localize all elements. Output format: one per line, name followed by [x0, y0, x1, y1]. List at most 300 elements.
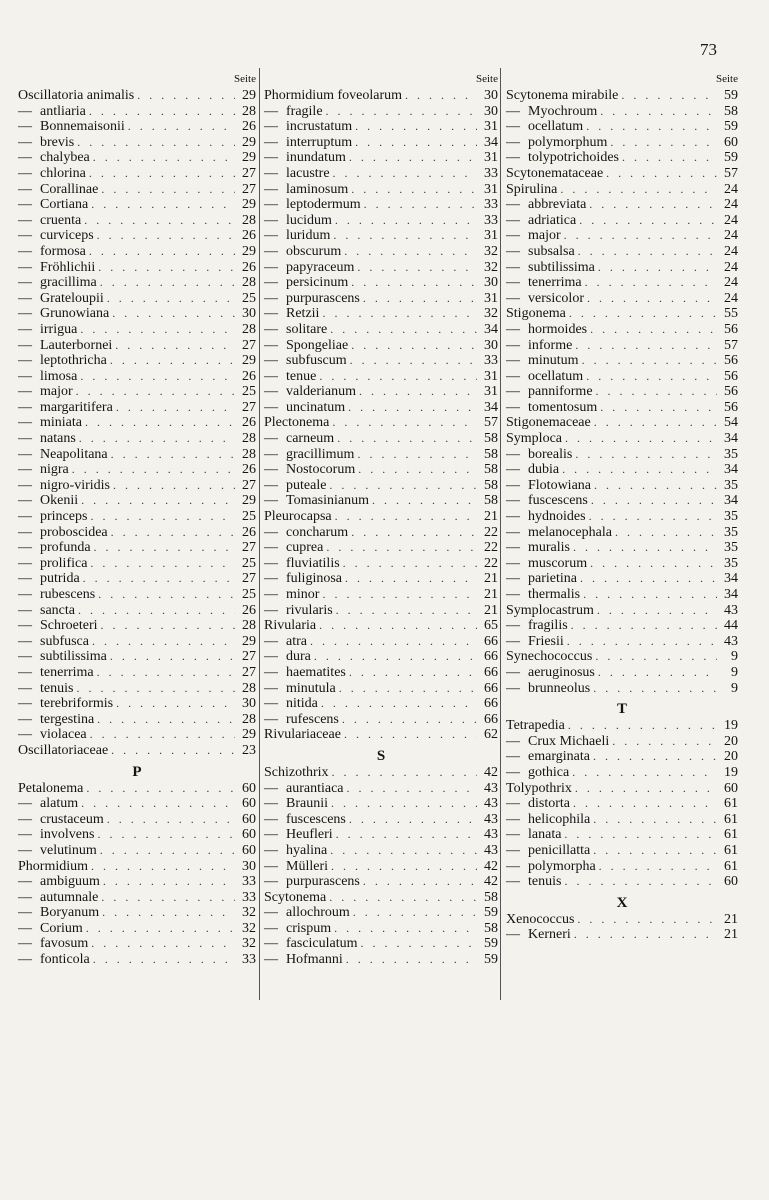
index-entry — [264, 952, 498, 968]
dot-leader — [621, 88, 717, 104]
entry-name: Retzii — [286, 306, 320, 322]
subentry-dash: — — [506, 827, 520, 843]
dot-leader — [567, 634, 717, 650]
index-entry — [18, 556, 256, 572]
entry-page-number: 42 — [484, 874, 498, 890]
subentry-dash: — — [264, 602, 278, 618]
entry-name: formosa — [40, 243, 86, 259]
entry-page-number: 62 — [484, 727, 498, 743]
entry-page-number: 56 — [724, 353, 738, 369]
entry-name: profunda — [40, 540, 91, 556]
dot-leader — [345, 571, 477, 587]
dot-leader — [336, 827, 477, 843]
entry-page-number: 66 — [484, 664, 498, 680]
entry-name: hormoides — [528, 321, 588, 337]
entry-page-number: 27 — [242, 399, 256, 415]
subentry-dash: — — [18, 696, 32, 712]
entry-page-number: 30 — [484, 88, 498, 103]
index-entry — [18, 712, 256, 728]
index-entry — [506, 540, 738, 556]
subentry-dash: — — [18, 493, 32, 509]
dot-leader — [564, 228, 717, 244]
dot-leader — [112, 306, 235, 322]
dot-leader — [615, 525, 717, 541]
dot-leader — [593, 843, 717, 859]
subentry-dash: — — [264, 649, 278, 665]
dot-leader — [585, 275, 717, 291]
entry-page-number: 61 — [724, 811, 738, 827]
entry-name: chalybea — [40, 150, 90, 166]
subentry-dash: — — [18, 571, 32, 587]
index-entry — [18, 431, 256, 447]
index-entry — [506, 431, 738, 447]
entry-name: persicinum — [286, 275, 349, 291]
entry-name: Flotowiana — [528, 477, 591, 493]
subentry-dash: — — [506, 764, 520, 780]
index-entry — [264, 665, 498, 681]
index-entry — [506, 462, 738, 478]
index-entry — [264, 796, 498, 812]
index-entry — [264, 462, 498, 478]
index-entry — [264, 150, 498, 166]
entry-page-number: 20 — [724, 733, 738, 749]
entry-page-number: 54 — [724, 415, 738, 431]
dot-leader — [332, 765, 477, 781]
subentry-dash: — — [506, 733, 520, 749]
subentry-dash: — — [18, 952, 32, 968]
dot-leader — [565, 431, 717, 447]
entry-name: terebriformis — [40, 696, 114, 712]
entry-page-number: 66 — [484, 680, 498, 696]
dot-leader — [350, 353, 477, 369]
dot-leader — [326, 104, 477, 120]
seite-column-header: Seite — [476, 73, 498, 85]
dot-leader — [575, 338, 717, 354]
entry-name: concharum — [286, 524, 349, 540]
dot-leader — [111, 525, 235, 541]
subentry-dash: — — [18, 446, 32, 462]
subentry-dash: — — [264, 243, 278, 259]
entry-page-number: 29 — [242, 134, 256, 150]
entry-name: ocellatum — [528, 119, 584, 135]
entry-name: gracillima — [40, 275, 97, 291]
dot-leader — [351, 338, 477, 354]
subentry-dash: — — [18, 368, 32, 384]
entry-name: gracillimum — [286, 446, 355, 462]
entry-name: Cortiana — [40, 197, 89, 213]
entry-page-number: 56 — [724, 384, 738, 400]
index-entry — [18, 921, 256, 937]
dot-leader — [358, 462, 477, 478]
index-entry — [18, 781, 256, 797]
entry-page-number: 35 — [724, 446, 738, 462]
dot-leader — [331, 859, 477, 875]
entry-page-number: 29 — [242, 353, 256, 369]
subentry-dash: — — [18, 711, 32, 727]
entry-name: tomentosum — [528, 399, 598, 415]
dot-leader — [622, 150, 717, 166]
entry-page-number: 65 — [484, 618, 498, 634]
index-entry — [264, 104, 498, 120]
section-letter-heading: S — [376, 747, 386, 764]
dot-leader — [334, 921, 477, 937]
index-entry — [506, 681, 738, 697]
dot-leader — [72, 462, 235, 478]
subentry-dash: — — [18, 103, 32, 119]
entry-name: nitida — [286, 696, 318, 712]
dot-leader — [329, 890, 477, 906]
subentry-dash: — — [506, 119, 520, 135]
index-entry — [18, 119, 256, 135]
entry-page-number: 35 — [724, 477, 738, 493]
subentry-dash: — — [264, 103, 278, 119]
index-entry — [264, 166, 498, 182]
index-entry — [506, 260, 738, 276]
index-entry — [18, 228, 256, 244]
entry-page-number: 57 — [484, 415, 498, 431]
subentry-dash: — — [264, 920, 278, 936]
index-entry — [264, 540, 498, 556]
dot-leader — [76, 681, 235, 697]
subentry-dash: — — [506, 555, 520, 571]
entry-name: sancta — [40, 602, 75, 618]
index-entry — [18, 603, 256, 619]
entry-name: fragilis — [528, 618, 568, 634]
dot-leader — [101, 182, 235, 198]
entry-page-number: 29 — [242, 150, 256, 166]
entry-name: ocellatum — [528, 368, 584, 384]
entry-page-number: 27 — [242, 664, 256, 680]
dot-leader — [573, 540, 717, 556]
entry-page-number: 29 — [242, 727, 256, 743]
subentry-dash: — — [264, 796, 278, 812]
entry-page-number: 24 — [724, 181, 738, 197]
entry-name: cruenta — [40, 212, 82, 228]
dot-leader — [116, 400, 235, 416]
subentry-dash: — — [264, 858, 278, 874]
entry-page-number: 30 — [484, 337, 498, 353]
dot-leader — [91, 859, 235, 875]
subentry-dash: — — [18, 337, 32, 353]
entry-page-number: 25 — [242, 555, 256, 571]
entry-page-number: 24 — [724, 197, 738, 213]
subentry-dash: — — [264, 664, 278, 680]
index-entry — [506, 415, 738, 431]
index-entry — [506, 749, 738, 765]
index-entry — [264, 197, 498, 213]
entry-page-number: 57 — [724, 337, 738, 353]
subentry-dash: — — [18, 555, 32, 571]
entry-name: crispum — [286, 920, 332, 936]
dot-leader — [322, 306, 477, 322]
index-entry — [506, 150, 738, 166]
index-entry — [264, 88, 498, 104]
subentry-dash: — — [506, 509, 520, 525]
dot-leader — [110, 353, 235, 369]
dot-leader — [355, 135, 477, 151]
subentry-dash: — — [506, 858, 520, 874]
dot-leader — [110, 649, 235, 665]
index-entry — [264, 587, 498, 603]
dot-leader — [333, 228, 477, 244]
entry-name: incrustatum — [286, 119, 353, 135]
dot-leader — [101, 890, 235, 906]
dot-leader — [351, 182, 477, 198]
entry-name: abbreviata — [528, 197, 587, 213]
entry-name: putrida — [40, 571, 80, 587]
index-entry — [506, 812, 738, 828]
dot-leader — [344, 244, 477, 260]
subentry-dash: — — [18, 602, 32, 618]
dot-leader — [81, 796, 235, 812]
entry-page-number: 9 — [731, 680, 738, 696]
entry-page-number: 22 — [484, 540, 498, 556]
dot-leader — [92, 634, 235, 650]
index-entry — [18, 509, 256, 525]
index-entry — [264, 275, 498, 291]
index-entry — [506, 493, 738, 509]
entry-name: brunneolus — [528, 680, 591, 696]
subentry-dash: — — [264, 431, 278, 447]
entry-name: Tomasinianum — [286, 493, 370, 509]
index-entry — [264, 244, 498, 260]
subentry-dash: — — [506, 633, 520, 649]
entry-name: Bonnemaisonii — [40, 119, 125, 135]
dot-leader — [610, 135, 717, 151]
entry-name: versicolor — [528, 290, 584, 306]
subentry-dash: — — [264, 228, 278, 244]
entry-page-number: 30 — [484, 103, 498, 119]
entry-page-number: 61 — [724, 796, 738, 812]
entry-page-number: 30 — [242, 306, 256, 322]
entry-page-number: 31 — [484, 181, 498, 197]
subentry-dash: — — [18, 415, 32, 431]
entry-page-number: 60 — [242, 811, 256, 827]
index-entry — [506, 796, 738, 812]
dot-leader — [405, 88, 477, 104]
subentry-dash: — — [506, 259, 520, 275]
entry-name: cuprea — [286, 540, 324, 556]
subentry-dash: — — [264, 399, 278, 415]
subentry-dash: — — [506, 368, 520, 384]
subentry-dash: — — [18, 384, 32, 400]
entry-name: fuscescens — [286, 811, 346, 827]
index-entry — [264, 525, 498, 541]
entry-name: Phormidium — [18, 858, 89, 874]
dot-leader — [319, 369, 477, 385]
entry-name: parietina — [528, 571, 577, 587]
dot-leader — [331, 796, 477, 812]
entry-page-number: 21 — [724, 911, 738, 927]
subentry-dash: — — [18, 920, 32, 936]
subentry-dash: — — [506, 462, 520, 478]
entry-page-number: 43 — [484, 796, 498, 812]
entry-name: chlorina — [40, 165, 86, 181]
subentry-dash: — — [506, 477, 520, 493]
dot-leader — [111, 447, 235, 463]
index-entry — [18, 571, 256, 587]
subentry-dash: — — [506, 212, 520, 228]
subentry-dash: — — [18, 796, 32, 812]
entry-page-number: 61 — [724, 842, 738, 858]
entry-page-number: 60 — [242, 827, 256, 843]
dot-leader — [93, 952, 235, 968]
entry-page-number: 58 — [484, 477, 498, 493]
entry-name: Corium — [40, 920, 83, 936]
entry-page-number: 29 — [242, 197, 256, 213]
entry-page-number: 31 — [484, 384, 498, 400]
entry-name: carneum — [286, 431, 335, 447]
subentry-dash: — — [264, 134, 278, 150]
entry-name: Kerneri — [528, 927, 571, 943]
entry-page-number: 27 — [242, 181, 256, 197]
dot-leader — [586, 119, 717, 135]
subentry-dash: — — [506, 664, 520, 680]
index-entry — [506, 634, 738, 650]
subentry-dash: — — [506, 587, 520, 602]
entry-page-number: 28 — [242, 446, 256, 462]
subentry-dash: — — [18, 321, 32, 337]
entry-name: subtilissima — [40, 649, 107, 665]
subentry-dash: — — [18, 165, 32, 181]
entry-name: fasciculatum — [286, 936, 358, 952]
index-entry — [506, 827, 738, 843]
subentry-dash: — — [264, 540, 278, 556]
dot-leader — [349, 150, 477, 166]
entry-name: Schizothrix — [264, 764, 329, 780]
entry-name: borealis — [528, 446, 573, 462]
entry-name: limosa — [40, 368, 78, 384]
entry-name: fuliginosa — [286, 571, 342, 587]
subentry-dash: — — [18, 462, 32, 478]
dot-leader — [586, 369, 717, 385]
dot-leader — [97, 665, 235, 681]
index-entry — [18, 369, 256, 385]
subentry-dash: — — [264, 337, 278, 353]
index-entry — [264, 603, 498, 619]
index-entry — [264, 260, 498, 276]
subentry-dash: — — [264, 493, 278, 509]
dot-leader — [598, 665, 717, 681]
entry-name: proboscidea — [40, 524, 108, 540]
dot-leader — [599, 859, 717, 875]
index-entry — [264, 843, 498, 859]
index-entry — [18, 338, 256, 354]
entry-name: hydnoides — [528, 509, 586, 525]
entry-page-number: 25 — [242, 384, 256, 400]
dot-leader — [103, 874, 235, 890]
dot-leader — [357, 260, 477, 276]
index-entry — [18, 182, 256, 198]
dot-leader — [111, 743, 235, 759]
entry-name: Synechococcus — [506, 649, 593, 665]
subentry-dash: — — [264, 524, 278, 540]
index-entry — [264, 618, 498, 634]
index-entry — [264, 478, 498, 494]
index-entry — [264, 812, 498, 828]
subentry-dash: — — [264, 353, 278, 369]
entry-name: Mülleri — [286, 858, 328, 874]
index-entry — [506, 400, 738, 416]
entry-name: irrigua — [40, 321, 78, 337]
column-divider — [500, 68, 501, 1000]
subentry-dash: — — [18, 727, 32, 743]
subentry-dash: — — [18, 150, 32, 166]
entry-name: violacea — [40, 727, 87, 743]
entry-name: Oscillatoriaceae — [18, 742, 109, 758]
index-entry — [18, 936, 256, 952]
entry-page-number: 33 — [242, 952, 256, 968]
dot-leader — [582, 353, 717, 369]
index-entry — [506, 843, 738, 859]
index-entry — [18, 727, 256, 743]
entry-name: subfusca — [40, 633, 89, 649]
dot-leader — [89, 166, 235, 182]
entry-page-number: 59 — [724, 150, 738, 166]
entry-page-number: 43 — [724, 633, 738, 649]
index-entry — [264, 712, 498, 728]
entry-name: distorta — [528, 796, 570, 812]
entry-name: princeps — [40, 509, 88, 525]
subentry-dash: — — [506, 540, 520, 556]
subentry-dash: — — [18, 399, 32, 415]
entry-name: rufescens — [286, 711, 339, 727]
entry-page-number: 34 — [724, 462, 738, 478]
index-entry — [506, 322, 738, 338]
index-entry — [18, 587, 256, 603]
entry-name: crustaceum — [40, 811, 104, 827]
entry-page-number: 32 — [484, 243, 498, 259]
subentry-dash: — — [18, 633, 32, 649]
entry-page-number: 34 — [484, 134, 498, 150]
subentry-dash: — — [264, 197, 278, 213]
entry-page-number: 24 — [724, 212, 738, 228]
dot-leader — [357, 447, 477, 463]
dot-leader — [593, 812, 717, 828]
dot-leader — [330, 322, 477, 338]
entry-name: purpurascens — [286, 874, 360, 890]
entry-page-number: 34 — [484, 399, 498, 415]
index-entry — [506, 665, 738, 681]
entry-name: Plectonema — [264, 415, 330, 431]
subentry-dash: — — [264, 811, 278, 827]
entry-name: subsalsa — [528, 243, 575, 259]
entry-page-number: 25 — [242, 290, 256, 306]
subentry-dash: — — [264, 842, 278, 858]
subentry-dash: — — [264, 587, 278, 602]
subentry-dash: — — [18, 431, 32, 447]
index-entry — [264, 890, 498, 906]
dot-leader — [364, 197, 477, 213]
subentry-dash: — — [506, 197, 520, 213]
subentry-dash: — — [506, 103, 520, 119]
entry-name: adriatica — [528, 212, 577, 228]
entry-page-number: 30 — [242, 858, 256, 874]
index-entry — [18, 952, 256, 968]
subentry-dash: — — [264, 905, 278, 921]
entry-page-number: 34 — [724, 431, 738, 447]
entry-page-number: 9 — [731, 664, 738, 680]
subentry-dash: — — [506, 811, 520, 827]
dot-leader — [335, 509, 477, 525]
subentry-dash: — — [264, 827, 278, 843]
entry-name: tenerrima — [528, 275, 582, 291]
entry-page-number: 28 — [242, 680, 256, 696]
dot-leader — [329, 478, 477, 494]
entry-page-number: 28 — [242, 275, 256, 291]
index-entry — [506, 353, 738, 369]
entry-name: dubia — [528, 462, 560, 478]
